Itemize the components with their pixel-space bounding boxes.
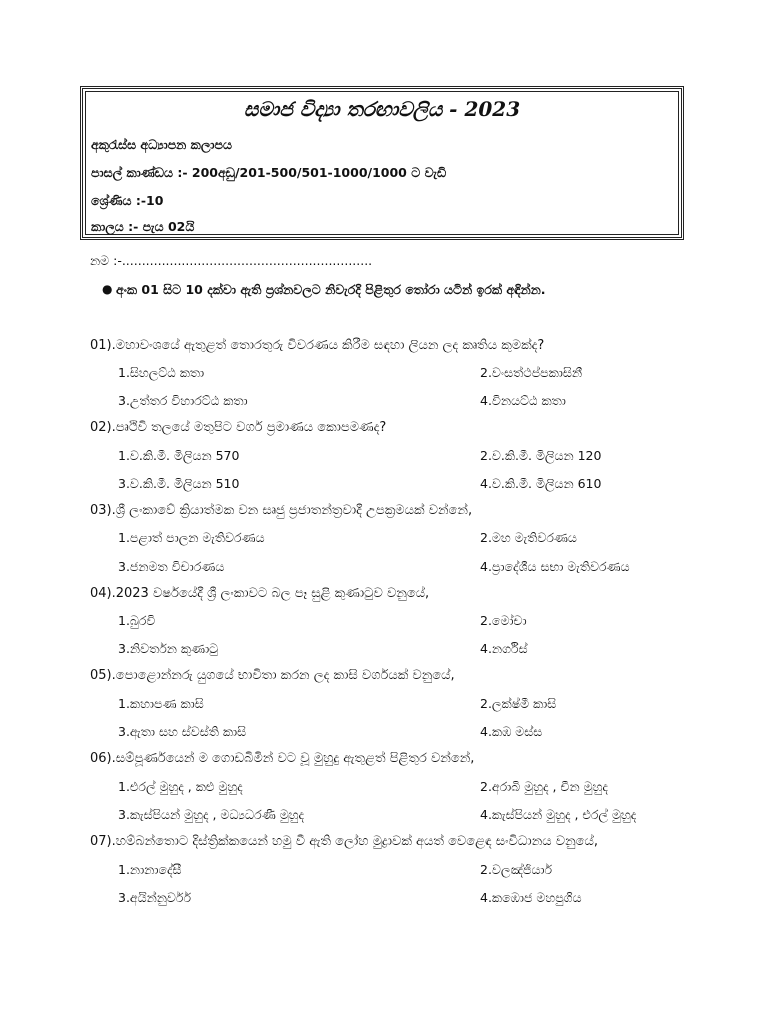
- question-04: 04).2023 වර්ෂයේදී ශ්‍රී ලංකාවට බල පෑ සුළි කුණාටුව වනුයේ,: [90, 586, 430, 601]
- question-03: 03).ශ්‍රී ලංකාවේ ක්‍රියාත්මක වන සෘජු ප්‍රජාතන්ත්‍රවාදී උපක්‍රමයක් වන්නේ,: [90, 503, 473, 518]
- q06-option-1[interactable]: 1.එරල් මුහුද , කළු මුහුද: [118, 779, 243, 794]
- q06-option-3[interactable]: 3.කැස්පියන් මුහුද , මධ්‍යධරණී මුහුද: [118, 807, 305, 822]
- q04-option-4[interactable]: 4.නර්ගිස්: [480, 641, 528, 656]
- q04-option-3[interactable]: 3.නිවර්තන කුණාටු: [118, 641, 219, 656]
- q02-option-1[interactable]: 1.ව.කි.මී. මිලියන 570: [118, 448, 240, 463]
- question-06: 06).සම්පූර්ණයෙන් ම ගොඩබිමින් වට වූ මුහුදු ඇතුළත් පිළිතුර වන්නේ,: [90, 751, 475, 766]
- q06-option-4[interactable]: 4.කැස්පියන් මුහුද , එරල් මුහුද: [480, 807, 637, 822]
- student-name-field[interactable]: නම :-...............................................................: [90, 253, 373, 268]
- exam-title: සමාජ විද්‍යා තරඟාවලිය - 2023: [243, 97, 521, 121]
- q03-option-1[interactable]: 1.පළාත් පාලන මැතිවරණය: [118, 530, 265, 545]
- q03-option-2[interactable]: 2.මහ මැතිවරණය: [480, 530, 577, 545]
- q02-option-3[interactable]: 3.ව.කි.මී. මිලියන 510: [118, 476, 240, 491]
- question-01: 01).මහාවංශයේ ඇතුළත් තොරතුරු විවරණය කිරීම සඳහා ලියන ලද කෘතිය කුමක්ද?: [90, 338, 545, 353]
- time-line: කාලය :- පැය 02යි: [91, 219, 195, 234]
- q02-option-4[interactable]: 4.ව.කි.මී. මිලියන 610: [480, 476, 602, 491]
- question-05: 05).පොළොන්නරු යුගයේ භාවිතා කරන ලද කාසි වර්ගයක් වනුයේ,: [90, 668, 455, 683]
- q01-option-4[interactable]: 4.විනයට්ඨ කතා: [480, 393, 566, 408]
- bullet-icon: ●: [102, 282, 113, 296]
- q07-option-3[interactable]: 3.අයින්නුර්වර්: [118, 890, 192, 905]
- q01-option-1[interactable]: 1.සිහලට්ඨ කතා: [118, 365, 205, 380]
- school-category-line: පාසල් කාණ්ඩය :- 200අඩු/201-500/501-1000/1000 ට වැඩි: [91, 165, 447, 180]
- exam-header-box: [80, 86, 684, 240]
- q07-option-2[interactable]: 2.වලඤ්ජියාර්: [480, 862, 553, 877]
- q06-option-2[interactable]: 2.අරාබි මුහුද , චීන මුහුද: [480, 779, 608, 794]
- q07-option-4[interactable]: 4.කඹොජ මහපුගිය: [480, 890, 582, 905]
- q05-option-3[interactable]: 3.ඇතා සහ ස්වස්ති කාසි: [118, 724, 247, 739]
- question-02: 02).පෘථිවි තලයේ මතුපිට වර්ග ප්‍රමාණය කොපමණද?: [90, 420, 387, 435]
- q03-option-4[interactable]: 4.ප්‍රාදේශීය සභා මැතිවරණය: [480, 559, 630, 574]
- q01-option-2[interactable]: 2.වංසත්ථප්පකාසිනී: [480, 365, 583, 380]
- instruction: [102, 282, 546, 298]
- instruction-text: අංක 01 සිට 10 දක්වා ඇති ප්‍රශ්නවලට නිවැරදි පිළිතුර තෝරා යටින් ඉරක් අඳින්න.: [116, 282, 546, 297]
- q05-option-1[interactable]: 1.කහාපණ කාසි: [118, 696, 204, 711]
- q05-option-2[interactable]: 2.ලක්ෂ්මී කාසි: [480, 696, 557, 711]
- question-07: 07).හම්බන්තොට දිස්ත්‍රික්කයෙන් හමු වී ඇති ලෝහ මුද්‍රාවක් අයත් වෙළෙඳ සංවිධානය වනුයේ,: [90, 834, 598, 849]
- q02-option-2[interactable]: 2.ව.කි.මී. මිලියන 120: [480, 448, 602, 463]
- zone-line: අකුරැස්ස අධ්‍යාපන කලාපය: [91, 137, 232, 152]
- q04-option-1[interactable]: 1.බුරවි: [118, 613, 156, 628]
- q03-option-3[interactable]: 3.ජනමත විචාරණය: [118, 559, 225, 574]
- q01-option-3[interactable]: 3.උත්තර විහාරට්ඨ කතා: [118, 393, 248, 408]
- grade-line: ශ්‍රේණිය :-10: [91, 193, 164, 208]
- q07-option-1[interactable]: 1.නානාදේසී: [118, 862, 182, 877]
- q04-option-2[interactable]: 2.මෝචා: [480, 613, 527, 628]
- q05-option-4[interactable]: 4.කඹ මස්ස: [480, 724, 543, 739]
